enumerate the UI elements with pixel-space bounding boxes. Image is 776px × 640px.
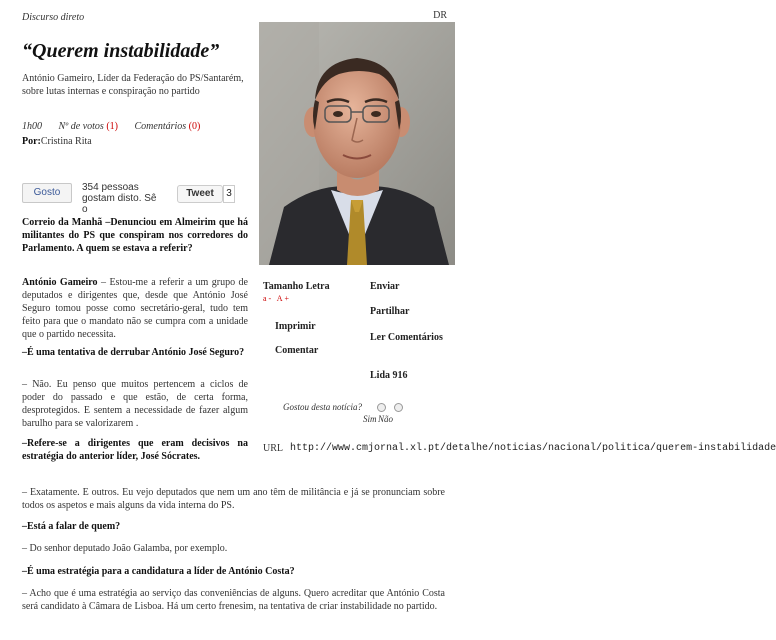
author-prefix: Por: [22,136,41,147]
answer-4: – Do senhor deputado João Galamba, por exemplo. [22,543,228,554]
print-button[interactable]: Imprimir [275,321,316,332]
url-field[interactable]: http://www.cmjornal.xl.pt/detalhe/noticias/nacional/politica/querem-instabilidade [290,443,776,454]
interviewee-name: António Gameiro [22,277,98,288]
question-3: –Refere-se a dirigentes que eram decisivos na estratégia do anterior líder, José Sócrates. [22,438,248,462]
answer-1-text: – Estou-me a referir a um grupo de deputados e dirigentes que, desde que António José Seguro tomou posse como secretário-geral, tudo tem feito para que o mandato não se cumpra com a unidade que o partido necessita. [22,277,248,340]
answer-2: – Não. Eu penso que muitos pertencem a ciclos de poder do passado e que estão, de certa forma, desprotegidos. E sentem a necessidade de fazer algum barulho para se valorizarem . [22,379,248,429]
article-author [22,136,92,147]
article-photo [259,22,455,265]
question-4: –Está a falar de quem? [22,521,121,532]
question-1: Correio da Manhã –Denunciou em Almeirim que há militantes do PS que conspiram nos corredores do Parlamento. A quem se estava a referir? [22,217,248,254]
send-button[interactable]: Enviar [370,281,400,292]
question-2: –É uma tentativa de derrubar António José Seguro? [22,347,245,358]
article-subtitle: António Gameiro, Líder da Federação do PS/Santarém, sobre lutas internas e conspiração no partido [22,73,244,97]
article-meta [22,121,200,132]
read-count: Lida 916 [370,370,408,381]
facebook-like-button[interactable]: Gosto [22,183,72,203]
vote-no-label: Não [378,414,394,424]
comments-label[interactable]: Comentários [134,121,187,132]
votes-count[interactable]: (1) [106,121,118,132]
read-comments-button[interactable]: Ler Comentários [370,332,443,343]
vote-question: Gostou desta notícia? [283,402,362,412]
share-button[interactable]: Partilhar [370,306,410,317]
font-decrease-button[interactable]: a- [263,294,274,303]
comments-count[interactable]: (0) [188,121,201,132]
font-increase-button[interactable]: A+ [276,294,292,303]
facebook-like-count: 354 pessoas gostam disto. Sê o [82,182,157,215]
font-size-label: Tamanho Letra [263,281,330,292]
portrait-image [259,22,455,265]
answer-3: – Exatamente. E outros. Eu vejo deputados que nem um ano têm de militância e já se pronunciam sobre todos os aspetos e mais alguns da vida interna do PS. [22,487,445,511]
font-size-controls [263,294,291,303]
photo-credit: DR [433,10,447,21]
answer-5: – Acho que é uma estratégia ao serviço das conveniências de alguns. Quero acreditar que António Costa será candidato à Câmara de Lisboa. Há um certo frenesim, na tentativa de criar instabilidade no partido. [22,588,445,612]
comment-button[interactable]: Comentar [275,345,319,356]
author-name: Cristina Rita [40,136,92,147]
vote-yes-radio[interactable] [377,403,386,412]
tweet-count: 3 [223,185,235,203]
article-title: “Querem instabilidade” [22,40,220,62]
question-5: –É uma estratégia para a candidatura a líder de António Costa? [22,566,295,577]
tweet-button[interactable]: Tweet [177,185,223,203]
answer-1 [22,276,248,341]
vote-yes-label: Sim [363,414,377,424]
section-label: Discurso direto [22,12,85,23]
publish-time: 1h00 [22,121,42,132]
vote-no-radio[interactable] [394,403,403,412]
url-label: URL [263,443,283,454]
votes-label: Nº de votos [58,121,104,132]
